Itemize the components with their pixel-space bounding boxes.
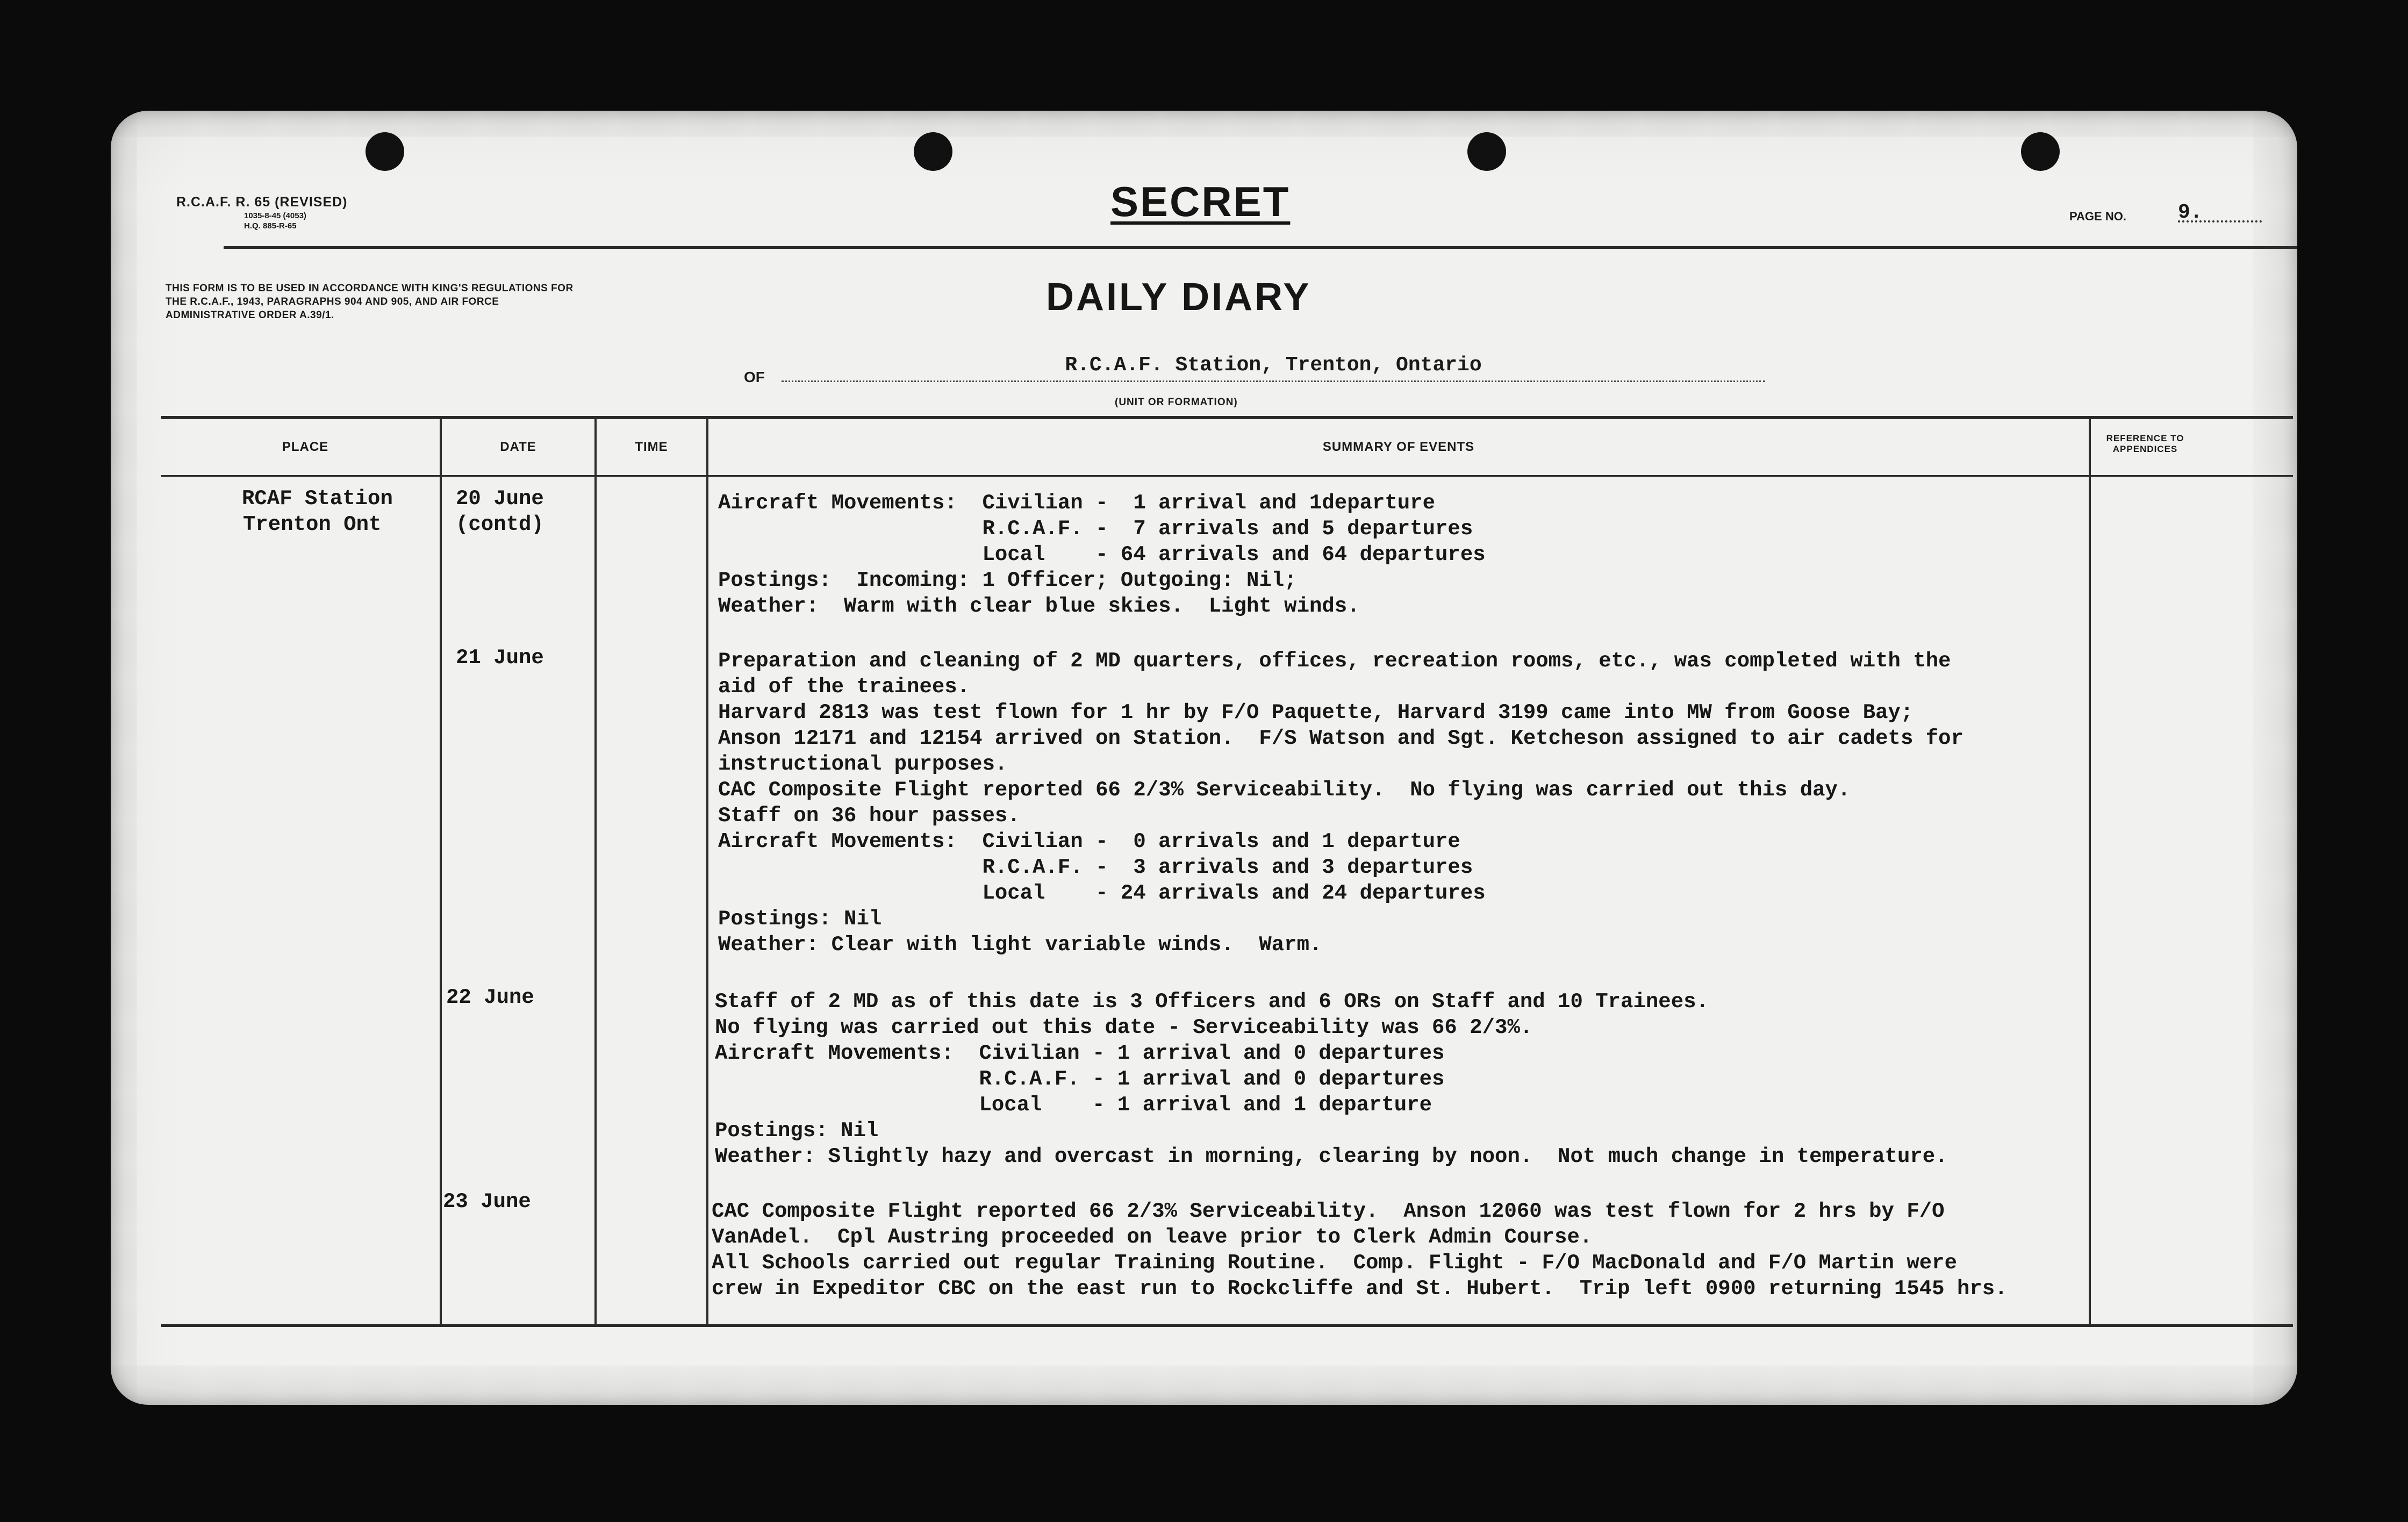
entry-date: 20 June [456, 487, 544, 511]
summary-line: R.C.A.F. - 3 arrivals and 3 departures [718, 856, 1473, 879]
summary-line: Staff on 36 hour passes. [718, 804, 1020, 828]
summary-line: All Schools carried out regular Training Routine. Comp. Flight - F/O MacDonald and F/O Martin were [712, 1251, 1957, 1275]
summary-line: Weather: Slightly hazy and overcast in morning, clearing by noon. Not much change in temperature. [715, 1145, 1948, 1168]
summary-line: CAC Composite Flight reported 66 2/3% Serviceability. Anson 12060 was test flown for 2 hrs by F/O [712, 1200, 1945, 1223]
column-divider [440, 418, 442, 1325]
form-number: R.C.A.F. R. 65 (REVISED) [176, 195, 348, 210]
header-rule [224, 246, 2297, 249]
place-column-header: PLACE [282, 440, 329, 454]
diary-form-card [111, 111, 2297, 1405]
entry-date: 22 June [446, 986, 534, 1009]
page-number-value: 9. [2178, 201, 2262, 222]
summary-line: Harvard 2813 was test flown for 1 hr by F/O Paquette, Harvard 3199 came into MW from Goose Bay; [718, 701, 1914, 724]
reference-column-header: REFERENCE TO APPENDICES [2106, 433, 2184, 454]
summary-line: CAC Composite Flight reported 66 2/3% Serviceability. No flying was carried out this day. [718, 778, 1851, 802]
binder-hole [914, 132, 952, 171]
summary-line: No flying was carried out this date - Serviceability was 66 2/3%. [715, 1016, 1533, 1039]
place-line: RCAF Station [242, 487, 393, 511]
column-divider [706, 418, 708, 1325]
date-column-header: DATE [500, 440, 536, 454]
summary-line: Postings: Incoming: 1 Officer; Outgoing: Nil; [718, 569, 1297, 592]
unit-name: R.C.A.F. Station, Trenton, Ontario [782, 354, 1765, 382]
of-label: OF [744, 369, 765, 385]
summary-line: Postings: Nil [718, 907, 882, 931]
summary-line: Local - 24 arrivals and 24 departures [718, 881, 1486, 905]
binder-hole [366, 132, 404, 171]
form-title: DAILY DIARY [1046, 276, 1312, 319]
summary-line: instructional purposes. [718, 752, 1008, 776]
entry-date: 23 June [443, 1190, 531, 1214]
table-top-border [161, 416, 2293, 419]
summary-line: R.C.A.F. - 1 arrival and 0 departures [715, 1067, 1445, 1091]
summary-line: Aircraft Movements: Civilian - 1 arrival and 0 departures [715, 1042, 1445, 1065]
summary-line: Staff of 2 MD as of this date is 3 Officers and 6 ORs on Staff and 10 Trainees. [715, 990, 1709, 1014]
print-code: H.Q. 885-R-65 [244, 221, 297, 231]
summary-line: VanAdel. Cpl Austring proceeded on leave prior to Clerk Admin Course. [712, 1225, 1593, 1249]
summary-line: Local - 64 arrivals and 64 departures [718, 543, 1486, 566]
regulation-note: THIS FORM IS TO BE USED IN ACCORDANCE WITH KING'S REGULATIONS FOR THE R.C.A.F., 1943, PARAGRAPHS 904 AND 905, AND AIR FORCE ADMINISTRATIVE ORDER A.39/1. [166, 283, 574, 321]
column-divider [2089, 418, 2091, 1325]
classification-stamp: SECRET [1110, 178, 1291, 225]
column-divider [594, 418, 597, 1325]
entry-date: (contd) [456, 513, 544, 536]
table-header-border [161, 475, 2293, 477]
summary-line: Weather: Clear with light variable winds. Warm. [718, 933, 1322, 957]
table-bottom-border [161, 1324, 2293, 1327]
time-column-header: TIME [635, 440, 668, 454]
summary-column-header: SUMMARY OF EVENTS [1322, 440, 1475, 454]
summary-line: Postings: Nil [715, 1119, 879, 1143]
page-number-label: PAGE NO. [2069, 210, 2126, 223]
summary-line: Weather: Warm with clear blue skies. Light winds. [718, 594, 1360, 618]
summary-line: R.C.A.F. - 7 arrivals and 5 departures [718, 517, 1473, 541]
entry-date: 21 June [456, 646, 544, 670]
unit-caption: (UNIT OR FORMATION) [1115, 397, 1238, 408]
summary-line: Preparation and cleaning of 2 MD quarters, offices, recreation rooms, etc., was completed with the [718, 649, 1951, 673]
summary-line: Aircraft Movements: Civilian - 0 arrivals and 1 departure [718, 830, 1460, 853]
print-code: 1035-8-45 (4053) [244, 211, 306, 220]
summary-line: Anson 12171 and 12154 arrived on Station. F/S Watson and Sgt. Ketcheson assigned to air cadets for [718, 727, 1963, 750]
form-identifier [176, 193, 348, 231]
binder-hole [2021, 132, 2060, 171]
summary-line: Aircraft Movements: Civilian - 1 arrival and 1departure [718, 491, 1436, 515]
place-line: Trenton Ont [243, 513, 382, 536]
summary-line: crew in Expeditor CBC on the east run to Rockcliffe and St. Hubert. Trip left 0900 returning 1545 hrs. [712, 1277, 2008, 1301]
binder-hole [1467, 132, 1506, 171]
summary-line: Local - 1 arrival and 1 departure [715, 1093, 1432, 1117]
summary-line: aid of the trainees. [718, 675, 970, 699]
